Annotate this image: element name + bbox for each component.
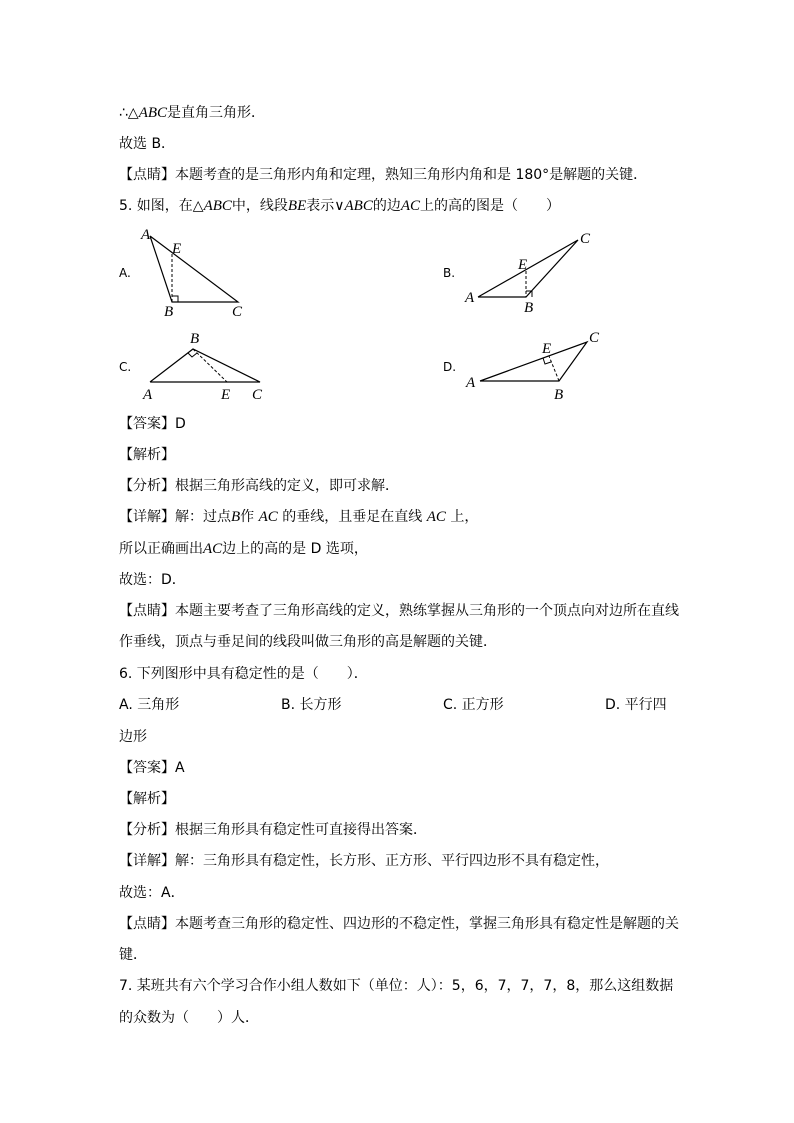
q5-dianjing-line1: 【点睛】本题主要考查了三角形高线的定义，熟练掌握从三角形的一个顶点向对边所在直线 [119,603,679,619]
right-angle-mark-a [172,296,178,302]
q6-dianjing-line2: 键． [119,947,147,963]
label-A: A [141,227,151,243]
triangle-d [480,342,587,381]
q6-fenxi: 【分析】根据三角形具有稳定性可直接得出答案． [119,822,427,838]
q5-figure-c [138,327,278,405]
label-E: E [542,341,552,357]
q5-choose: 故选：D． [119,572,186,588]
choose-line: 故选 B． [119,136,176,152]
dianjing-line: 【点睛】本题考查的是三角形内角和定理，熟知三角形内角和是 180°是解题的关键． [119,167,648,183]
label-A: A [465,290,475,306]
label-E: E [172,241,182,257]
label-C: C [589,330,600,346]
q6-option-d-cont: 边形 [119,729,147,745]
q5-detail-line1: 【详解】解：过点B作 AC 的垂线，且垂足在直线 AC 上， [119,509,479,525]
conclusion-line: ∴△ABC是直角三角形． [119,105,266,121]
q7-stem-line2: 的众数为（ ）人． [119,1010,259,1026]
label-C: C [252,387,263,403]
label-E: E [221,387,231,403]
q5-detail-line2: 所以正确画出AC边上的高的是 D 选项， [119,541,368,557]
q6-analysis-title: 【解析】 [119,791,175,807]
q5-option-d-label: D. [443,360,457,374]
q5-answer: 【答案】D [119,416,186,432]
q5-analysis-title: 【解析】 [119,447,175,463]
q5-fenxi: 【分析】根据三角形高线的定义，即可求解． [119,478,399,494]
q6-option-d: D. 平行四 [605,697,667,713]
triangle-c [150,349,260,382]
q5-figure-b [462,226,612,318]
q5-figure-d [462,324,612,404]
label-A: A [466,375,476,391]
q6-choose: 故选：A． [119,885,185,901]
q5-figure-a [138,222,258,322]
label-B: B [164,304,174,320]
q6-option-a: A. 三角形 [119,697,180,713]
label-E: E [518,257,528,273]
q5-option-a-label: A. [119,266,131,280]
q5-stem: 5. 如图，在△ABC中，线段BE表示∨ABC的边AC上的高的图是（ ） [119,198,561,214]
q5-dianjing-line2: 作垂线，顶点与垂足间的线段叫做三角形的高是解题的关键． [119,634,497,650]
right-angle-mark-d [543,358,551,364]
label-B: B [524,300,534,316]
label-A: A [143,387,153,403]
dashed-height-c [193,349,227,382]
q6-option-b: B. 长方形 [281,697,342,713]
q5-option-b-label: B. [443,266,456,280]
q6-stem: 6. 下列图形中具有稳定性的是（ ）． [119,666,368,682]
dashed-height-d [549,356,559,381]
triangle-a [150,236,238,302]
q5-option-c-label: C. [119,360,132,374]
q6-dianjing-line1: 【点睛】本题考查三角形的稳定性、四边形的不稳定性，掌握三角形具有稳定性是解题的关 [119,916,679,932]
label-C: C [580,231,591,247]
label-B: B [554,387,564,403]
q6-detail: 【详解】解：三角形具有稳定性，长方形、正方形、平行四边形不具有稳定性， [119,853,609,869]
right-angle-mark-c [188,353,197,357]
triangle-b [478,240,578,297]
label-C: C [232,304,243,320]
label-B: B [190,331,200,347]
q7-stem-line1: 7. 某班共有六个学习合作小组人数如下（单位：人）：5，6，7，7，7，8，那么这组数据 [119,978,674,994]
q6-option-c: C. 正方形 [443,697,504,713]
q6-answer: 【答案】A [119,760,185,776]
